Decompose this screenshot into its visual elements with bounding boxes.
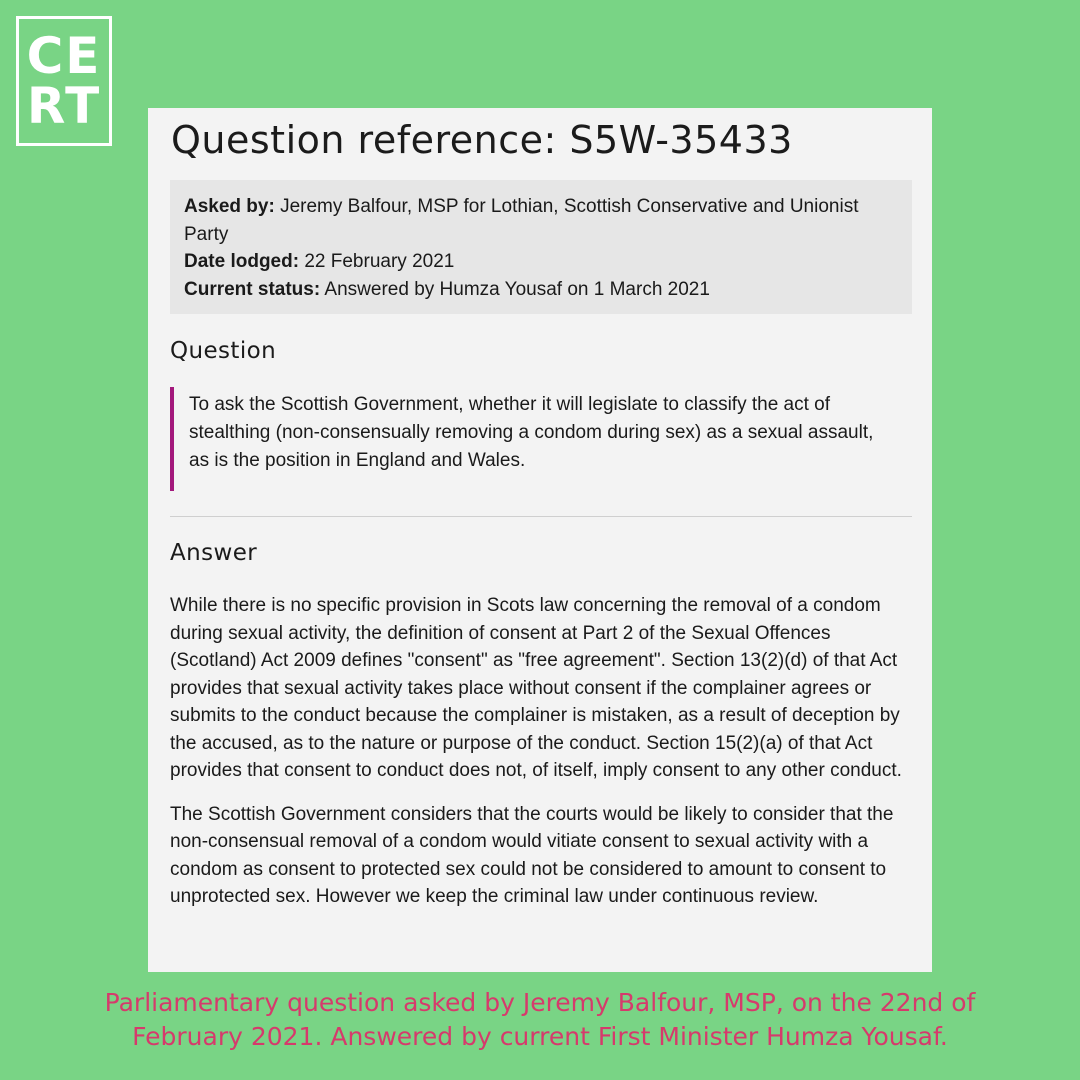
caption <box>0 986 1080 1054</box>
question-blockquote: To ask the Scottish Government, whether it will legislate to classify the act of stealthing (non-consensually removing a condom during sex) as a sexual assault, as is the position in England and Wales. <box>170 387 890 491</box>
cert-logo <box>16 16 112 146</box>
date-lodged-value: 22 February 2021 <box>304 251 455 272</box>
date-lodged-label: Date lodged: <box>184 251 300 272</box>
asked-by-label: Asked by: <box>184 196 275 217</box>
document-screenshot <box>148 108 932 972</box>
asked-by-row <box>184 193 898 248</box>
status-value: Answered by Humza Yousaf on 1 March 2021 <box>324 278 710 300</box>
logo-line-1: CE <box>26 27 102 85</box>
status-row <box>184 276 898 304</box>
caption-line-2: February 2021. Answered by current First Minister Humza Yousaf. <box>132 1022 948 1051</box>
logo-line-2: RT <box>26 77 102 135</box>
asked-by-value: Jeremy Balfour, MSP for Lothian, Scottish Conservative and Unionist Party <box>184 196 859 245</box>
date-lodged-row <box>184 248 898 276</box>
question-heading: Question <box>170 338 277 364</box>
status-label: Current status: <box>184 278 321 300</box>
section-divider <box>170 516 912 517</box>
question-meta-box <box>170 180 912 314</box>
caption-line-1: Parliamentary question asked by Jeremy Balfour, MSP, on the 22nd of <box>104 988 976 1017</box>
answer-paragraph: The Scottish Government considers that the courts would be likely to consider that the non-consensual removal of a condom would vitiate consent to sexual activity with a condom as consent to protected sex could not be considered to amount to consent to unprotected sex. However we keep the criminal law under continuous review. <box>170 803 894 907</box>
answer-paragraph: While there is no specific provision in Scots law concerning the removal of a condom during sexual activity, the definition of consent at Part 2 of the Sexual Offences (Scotland) Act 2009 defines "consent" as "free agreement". Section 13(2)(d) of that Act provides that sexual activity takes place without consent if the complainer agrees or submits to the conduct because the complainer is mistaken, as a result of deception by the accused, as to the nature or purpose of the conduct. Section 15(2)(a) of that Act provides that consent to conduct does not, of itself, imply consent to any other conduct. <box>170 595 902 781</box>
answer-heading: Answer <box>170 540 258 566</box>
answer-body <box>170 592 915 927</box>
page-title: Question reference: S5W-35433 <box>171 118 793 162</box>
